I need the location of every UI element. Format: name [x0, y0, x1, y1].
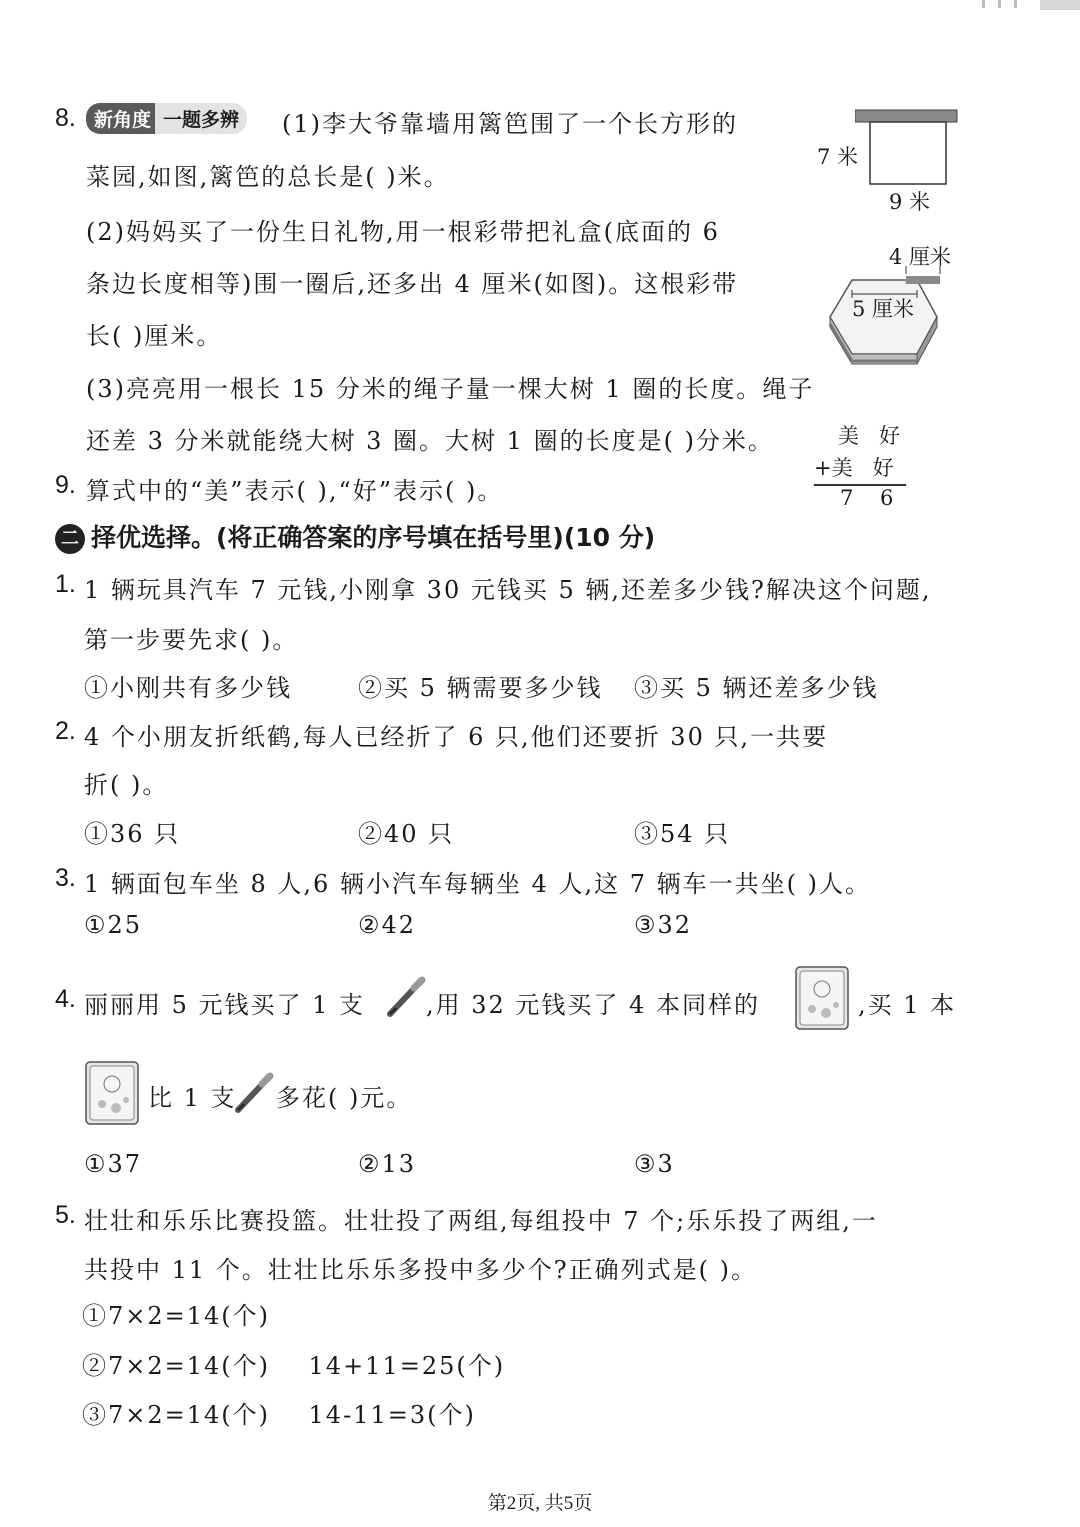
q2-option-2[interactable]: ②40 只	[358, 820, 455, 848]
garden-figure	[855, 108, 960, 188]
q1-line2: 第一步要先求( )。	[84, 626, 299, 654]
pen-icon	[384, 972, 428, 1020]
q5-option-1[interactable]: ①7×2=14(个)	[82, 1302, 271, 1330]
q4-option-2[interactable]: ②13	[358, 1150, 417, 1178]
garden-side-label: 7 米	[817, 145, 859, 169]
q4-line1b: ,用 32 元钱买了 4 本同样的	[426, 991, 760, 1019]
q8-number: 8.	[55, 104, 76, 132]
q1-option-2[interactable]: ②买 5 辆需要多少钱	[358, 674, 603, 702]
q9-addend1: 美 好	[838, 424, 901, 448]
section-badge: 二	[55, 524, 85, 554]
q8-tags	[86, 103, 247, 134]
q3-number: 3.	[55, 864, 76, 892]
q4-line1c: ,买 1 本	[858, 991, 957, 1019]
q4-option-1[interactable]: ①37	[84, 1150, 143, 1178]
q8-p1-line2: 菜园,如图,篱笆的总长是( )米。	[86, 163, 450, 191]
corner-marks	[980, 0, 1080, 10]
q8-p2-line2: 条边长度相等)围一圈后,还多出 4 厘米(如图)。这根彩带	[86, 270, 739, 298]
tag-new-angle: 新角度	[86, 103, 159, 134]
section-header	[55, 518, 655, 554]
q5-number: 5.	[55, 1201, 76, 1229]
ribbon-extra-label: 4 厘米	[889, 245, 952, 269]
q9-text: 算式中的“美”表示( ),“好”表示( )。	[86, 477, 504, 505]
q9-sum: 7 6	[840, 486, 894, 510]
q4-number: 4.	[55, 985, 76, 1013]
tag-multi: 一题多辨	[155, 103, 247, 134]
q8-p2-line1: (2)妈妈买了一份生日礼物,用一根彩带把礼盒(底面的 6	[86, 218, 720, 246]
box-edge-label: 5 厘米	[852, 297, 915, 321]
q2-option-3[interactable]: ③54 只	[634, 820, 731, 848]
q1-option-3[interactable]: ③买 5 辆还差多少钱	[634, 674, 879, 702]
book-icon	[790, 963, 854, 1033]
q3-option-3[interactable]: ③32	[634, 911, 693, 939]
q4-line2b: 多花( )元。	[276, 1084, 413, 1112]
q9-number: 9.	[55, 471, 76, 499]
q8-p3-line1: (3)亮亮用一根长 15 分米的绳子量一棵大树 1 圈的长度。绳子	[86, 375, 815, 403]
q2-line1: 4 个小朋友折纸鹤,每人已经折了 6 只,他们还要折 30 只,一共要	[84, 723, 829, 751]
pen-icon-2	[232, 1068, 276, 1116]
q4-line1a: 丽丽用 5 元钱买了 1 支	[84, 991, 366, 1019]
q2-option-1[interactable]: ①36 只	[84, 820, 181, 848]
q9-addend2: +美 好	[814, 456, 894, 480]
q5-line2: 共投中 11 个。壮壮比乐乐多投中多少个?正确列式是( )。	[84, 1256, 758, 1284]
q1-option-1[interactable]: ①小刚共有多少钱	[84, 674, 292, 702]
q5-option-3[interactable]: ③7×2=14(个) 14-11=3(个)	[82, 1401, 476, 1429]
garden-bottom-label: 9 米	[889, 190, 931, 214]
book-icon-2	[80, 1058, 144, 1128]
q3-option-1[interactable]: ①25	[84, 911, 143, 939]
q4-line2a: 比 1 支	[148, 1084, 237, 1112]
q5-line1: 壮壮和乐乐比赛投篮。壮壮投了两组,每组投中 7 个;乐乐投了两组,一	[84, 1207, 878, 1235]
q1-number: 1.	[55, 570, 76, 598]
q8-p3-line2: 还差 3 分米就能绕大树 3 圈。大树 1 圈的长度是( )分米。	[86, 427, 774, 455]
q1-line1: 1 辆玩具汽车 7 元钱,小刚拿 30 元钱买 5 辆,还差多少钱?解决这个问题,	[84, 576, 932, 604]
q4-option-3[interactable]: ③3	[634, 1150, 675, 1178]
q8-p1-line1: (1)李大爷靠墙用篱笆围了一个长方形的	[282, 110, 738, 138]
page-footer: 第2页, 共5页	[487, 1493, 593, 1514]
q3-line1: 1 辆面包车坐 8 人,6 辆小汽车每辆坐 4 人,这 7 辆车一共坐( )人。	[84, 870, 871, 898]
q3-option-2[interactable]: ②42	[358, 911, 417, 939]
q8-p2-line3: 长( )厘米。	[86, 322, 223, 350]
q2-number: 2.	[55, 717, 76, 745]
q2-line2: 折( )。	[84, 771, 169, 799]
q5-option-2[interactable]: ②7×2=14(个) 14+11=25(个)	[82, 1352, 506, 1380]
section-title: 择优选择。(将正确答案的序号填在括号里)(10 分)	[91, 523, 656, 552]
